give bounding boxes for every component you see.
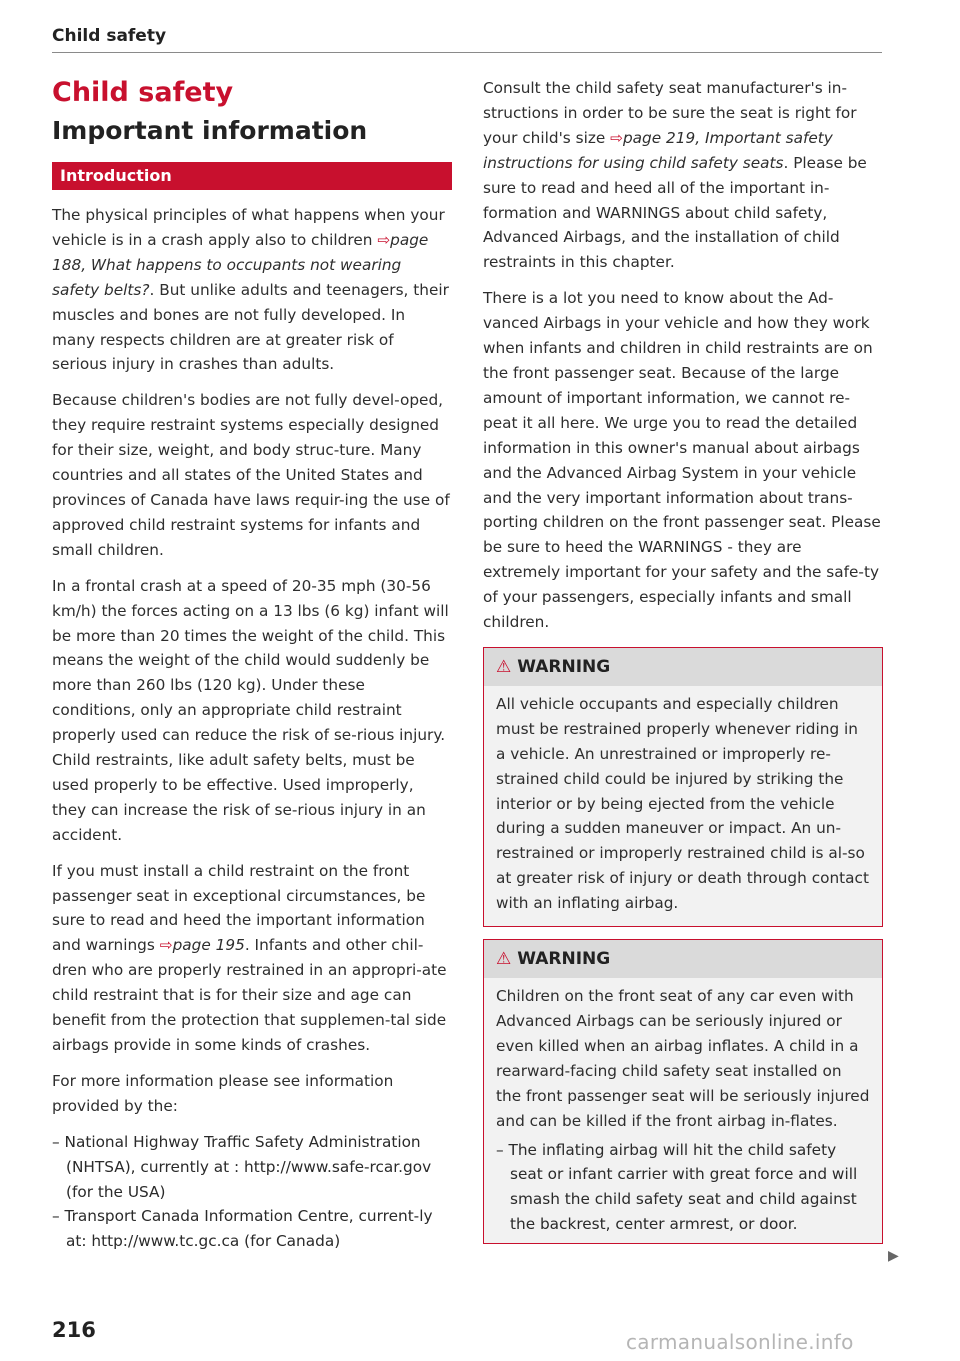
warning-header (484, 648, 882, 686)
page-reference-link[interactable]: page 219, Important safety instructions for using child safety seats (483, 128, 833, 172)
page-number: 216 (52, 1318, 96, 1342)
resource-list (52, 1130, 452, 1255)
list-item: – National Highway Traffic Safety Administration (NHTSA), currently at : http://www.safe-rcar.gov (for the USA) (52, 1132, 432, 1201)
warning-triangle-icon: ⚠ (496, 656, 512, 677)
page-reference-link[interactable]: page 195 (172, 936, 245, 955)
arrow-right-icon: ⇨ (159, 936, 173, 955)
warning-title: WARNING (517, 656, 611, 677)
header-rule (52, 52, 882, 53)
body-paragraph: For more information please see information provided by the: (52, 1071, 394, 1115)
continue-arrow-icon: ▶ (888, 1248, 899, 1264)
section-title: Important information (52, 116, 368, 145)
warning-header (484, 940, 882, 978)
body-paragraph: In a frontal crash at a speed of 20-35 mph (30-56 km/h) the forces acting on a 13 lbs (6 kg) infant will be more than 20 times the weight of the child. This means the weight of the child would suddenly be more than 260 lbs (120 kg). Under these conditions, only an appropriate child restraint properly used can reduce the risk of se-rious injury. Child restraints, like adult safety belts, must be used properly to be effective. Used improperly, they can increase the risk of se-rious injury in an accident. (52, 576, 449, 844)
warning-box (483, 647, 883, 927)
list-item: – The inflating airbag will hit the child safety seat or infant carrier with great force and will smash the child safety seat and child against the backrest, center armrest, or door. (496, 1140, 858, 1234)
warning-body (484, 978, 882, 1243)
warning-title: WARNING (517, 949, 611, 970)
warning-box (483, 939, 883, 1244)
intro-paragraph: The physical principles of what happens when your vehicle is in a crash apply also to children ⇨page 188, What happens to occupants not wearing safety belts?. But unlike adults and teenagers, their muscles and bones are not fully developed. In many respects children are at greater risk of serious injury in crashes than adults. (52, 206, 449, 374)
body-paragraph: If you must install a child restraint on the front passenger seat in exceptional circumstances, be sure to read and heed the important information and warnings ⇨page 195. Infants and other chil-dren who are properly restrained in an appropri-ate child restraint that is for their size and age can benefit from the protection that supplemen-tal side airbags provide in some kinds of crashes. (52, 861, 447, 1054)
warning-triangle-icon: ⚠ (496, 949, 512, 970)
arrow-right-icon: ⇨ (610, 128, 623, 147)
warning-body (484, 686, 882, 926)
chapter-title: Child safety (52, 77, 234, 108)
body-paragraph: Consult the child safety seat manufacturer's in-structions in order to be sure the seat is right for your child's size ⇨page 219, Important safety instructions for using child safety seats. Please be sure to read and heed all of the important in-formation and WARNINGS about child safety, Advanced Airbags, and the installation of child restraints in this chapter. (483, 79, 867, 272)
body-paragraph: Because children's bodies are not fully devel-oped, they require restraint systems especially designed for their size, weight, and body struc-ture. Many countries and all states of the United States and provinces of Canada have laws requir-ing the use of approved child restraint systems for infants and small children. (52, 391, 450, 559)
right-column (483, 76, 883, 1244)
warning-text: Children on the front seat of any car even with Advanced Airbags can be seriously injured or even killed when an airbag inflates. A child in a rearward-facing child safety seat installed on the front passenger seat will be seriously injured and can be killed if the front airbag in-flates. (496, 987, 870, 1130)
running-head: Child safety (52, 26, 167, 46)
warning-list (496, 1138, 870, 1238)
page-reference-link[interactable]: page 188, What happens to occupants not wearing safety belts? (52, 230, 429, 299)
arrow-right-icon: ⇨ (377, 230, 391, 249)
watermark: carmanualsonline.info (626, 1330, 854, 1354)
subsection-heading: Introduction (52, 162, 452, 190)
left-column (52, 76, 452, 1254)
body-paragraph: There is a lot you need to know about the Ad-vanced Airbags in your vehicle and how they work when infants and children in child restraints are on the front passenger seat. Because of the large amount of important information, we cannot re-peat it all here. We urge you to read the detailed information in this owner's manual about airbags and the Advanced Airbag System in your vehicle and the very important information about trans-porting children on the front passenger seat. Please be sure to heed the WARNINGS - they are extremely important for your safety and the safe-ty of your passengers, especially infants and small children. (483, 289, 881, 632)
list-item: – Transport Canada Information Centre, current-ly at: http://www.tc.gc.ca (for Canada) (52, 1207, 433, 1251)
warning-text: All vehicle occupants and especially children must be restrained properly whenever riding in a vehicle. An unrestrained or improperly re-strained child could be injured by striking the interior or by being ejected from the vehicle during a sudden maneuver or impact. An un-restrained or improperly restrained child is al-so at greater risk of injury or death through contact with an inflating airbag. (496, 694, 869, 913)
